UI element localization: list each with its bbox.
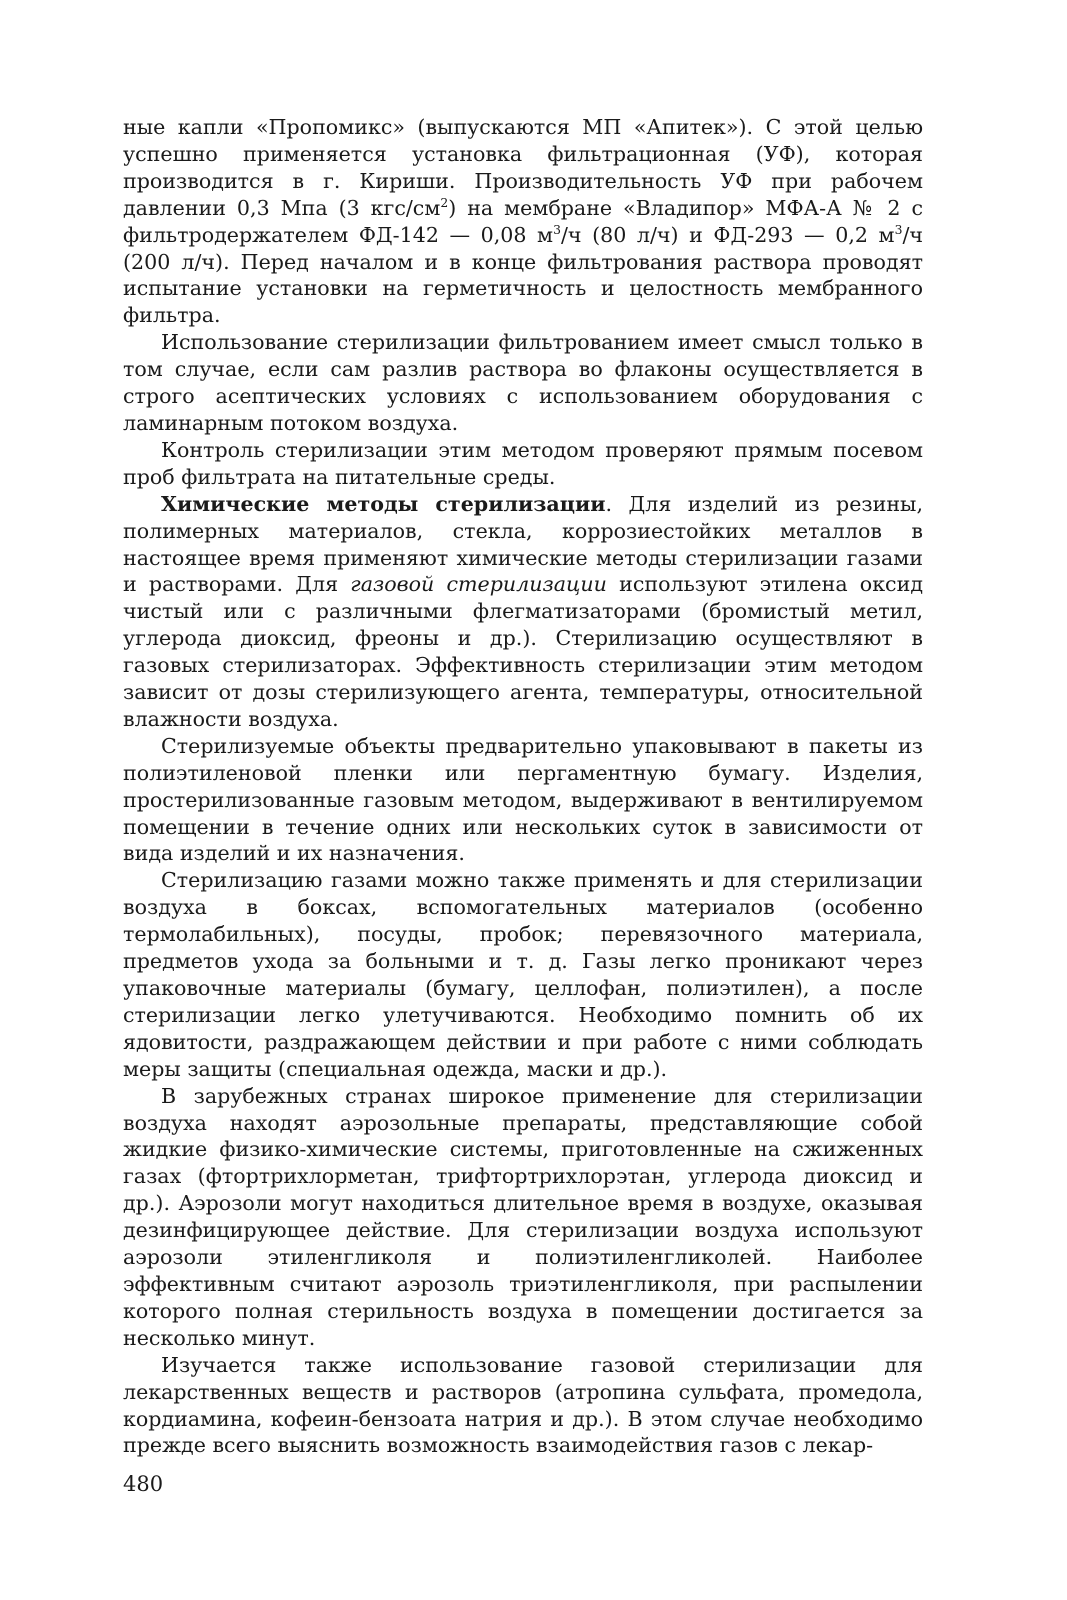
term-gas-sterilization: газовой стерилизации (350, 572, 607, 597)
paragraph-1-part-a: ные капли «Пропомикс» (выпускаются МП «Апитек»). С этой целью успешно применяется установка фильтрационная (УФ), которая производится в г. Кириши. Производительность УФ при рабочем давлении 0,3 Мпа (3 кгс/см (123, 115, 923, 220)
paragraph-4-part-a: . Для изделий из резины, полимерных материалов, стекла, коррозиестойких металлов в настоящее время применяют химические методы стерилизации газами и растворами. Для (123, 491, 923, 597)
section-heading-chemical-methods: Химические методы стерилизации (161, 491, 606, 516)
page-body-text (123, 114, 923, 1459)
paragraph-4 (123, 491, 923, 733)
paragraph-6: Стерилизацию газами можно также применять и для стерилизации воздуха в боксах, вспомогательных материалов (особенно термолабильных), посуды, пробок; перевязочного материала, предметов ухода за больными и т. д. Газы легко проникают через упаковочные материалы (бумагу, целлофан, полиэтилен), а после стерилизации легко улетучиваются. Необходимо помнить об их ядовитости, раздражающем действии и при работе с ними соблюдать меры защиты (специальная одежда, маски и др.). (123, 868, 923, 1081)
paragraph-1-part-b: ) на мембране «Владипор» МФА-А № 2 с фильтродержателем ФД-142 — 0,08 м (123, 195, 923, 247)
superscript-3b: 3 (894, 222, 903, 237)
paragraph-4-part-b: используют этилена оксид чистый или с различными флегматизаторами (бромистый метил, углерода диоксид, фреоны и др.). Стерилизацию осуществляют в газовых стерилизаторах. Эффективность стерилизации этим методом зависит от дозы стерилизующего агента, температуры, относительной влажности воздуха. (123, 572, 923, 731)
paragraph-1-part-d: /ч (200 л/ч). Перед началом и в конце фильтрования раствора проводят испытание установки на герметичность и целостность мембранного фильтра. (123, 222, 923, 328)
superscript-3: 3 (553, 222, 561, 237)
paragraph-2: Использование стерилизации фильтрованием имеет смысл только в том случае, если сам разлив раствора во флаконы осуществляется в строго асептических условиях с использованием оборудования с ламинарным потоком воздуха. (123, 330, 923, 435)
paragraph-1-part-c: /ч (80 л/ч) и ФД-293 — 0,2 м (560, 222, 895, 247)
paragraph-8: Изучается также использование газовой стерилизации для лекарственных веществ и растворов (атропина сульфата, промедола, кордиамина, кофеин-бензоата натрия и др.). В этом случае необходимо прежде всего выяснить возможность взаимодействия газов с лекар- (123, 1352, 923, 1458)
paragraph-3: Контроль стерилизации этим методом проверяют прямым посевом проб фильтрата на питательные среды. (123, 437, 923, 489)
paragraph-7: В зарубежных странах широкое применение для стерилизации воздуха находят аэрозольные препараты, представляющие собой жидкие физико-химические системы, приготовленные на сжиженных газах (фтортрихлорметан, трифтортрихлорэтан, углерода диоксид и др.). Аэрозоли могут находиться длительное время в воздухе, оказывая дезинфицирующее действие. Для стерилизации воздуха используют аэрозоли этиленгликоля и полиэтиленгликолей. Наиболее эффективным считают аэрозоль триэтиленгликоля, при распылении которого полная стерильность воздуха в помещении достигается за несколько минут. (123, 1083, 923, 1350)
paragraph-5: Стерилизуемые объекты предварительно упаковывают в пакеты из полиэтиленовой пленки или пергаментную бумагу. Изделия, простерилизованные газовым методом, выдерживают в вентилируемом помещении в течение одних или нескольких суток в зависимости от вида изделий и их назначения. (123, 733, 923, 866)
paragraph-1 (123, 114, 923, 329)
superscript-2: 2 (440, 195, 449, 210)
page-number: 480 (123, 1472, 164, 1496)
